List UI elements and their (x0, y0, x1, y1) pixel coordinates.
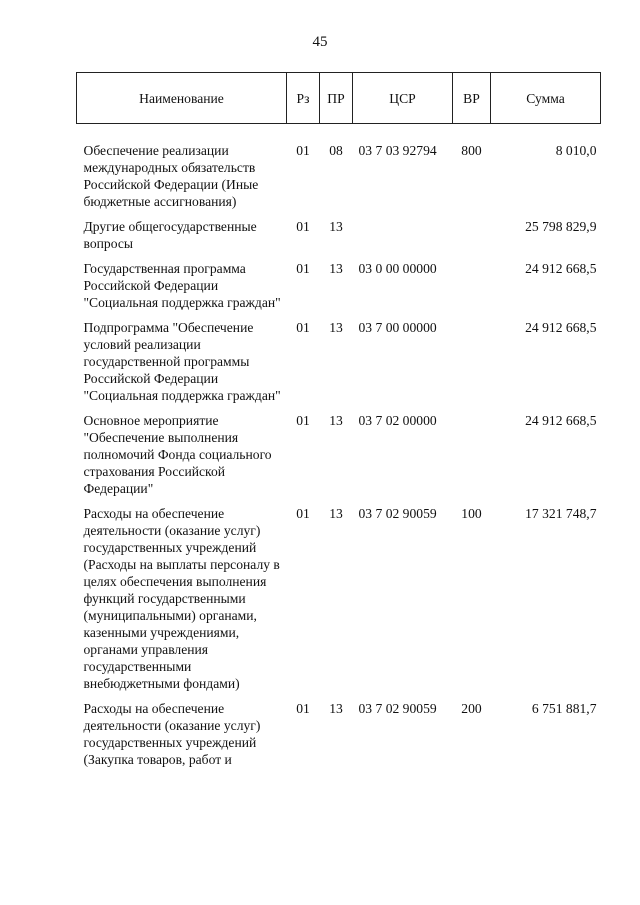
cell-csr: 03 7 03 92794 (358, 143, 437, 158)
cell-rz: 01 (296, 506, 310, 521)
cell-csr: 03 0 00 00000 (358, 261, 437, 276)
table-row (77, 218, 601, 260)
table-row (77, 124, 601, 219)
table-row (77, 412, 601, 505)
cell-rz: 01 (296, 413, 310, 428)
cell-rz: 01 (296, 219, 310, 234)
cell-vr: 200 (461, 701, 482, 716)
header-rz: Рз (287, 73, 320, 124)
table-row (77, 700, 601, 776)
cell-csr: 03 7 02 00000 (358, 413, 437, 428)
cell-sum: 8 010,0 (555, 143, 597, 158)
cell-rz: 01 (296, 261, 310, 276)
cell-vr: 100 (461, 506, 482, 521)
header-vr: ВР (453, 73, 491, 124)
cell-sum: 24 912 668,5 (525, 261, 597, 276)
cell-sum: 17 321 748,7 (525, 506, 597, 521)
cell-name: Основное мероприятие "Обеспечение выполнения полномочий Фонда социального страхования Российской Федерации" (83, 413, 272, 496)
cell-csr: 03 7 02 90059 (358, 701, 437, 716)
header-pr: ПР (320, 73, 353, 124)
cell-name: Расходы на обеспечение деятельности (оказание услуг) государственных учреждений (Закупка товаров, работ и (83, 701, 261, 767)
header-sum: Сумма (491, 73, 601, 124)
cell-name: Другие общегосударственные вопросы (83, 219, 257, 251)
table-row (77, 260, 601, 319)
cell-rz: 01 (296, 143, 310, 158)
budget-table (76, 72, 601, 776)
header-name: Наименование (77, 73, 287, 124)
cell-csr: 03 7 02 90059 (358, 506, 437, 521)
cell-name: Расходы на обеспечение деятельности (оказание услуг) государственных учреждений (Расходы на выплаты персоналу в целях обеспечения выполнения функций государственными (муниципальными) органами, казенными учреждениями, органами управления государственными внебюджетными фондами) (83, 506, 280, 691)
table-header-row (77, 73, 601, 124)
cell-vr (453, 260, 491, 319)
cell-sum: 6 751 881,7 (531, 701, 597, 716)
cell-name: Государственная программа Российской Федерации "Социальная поддержка граждан" (83, 261, 281, 310)
table-row (77, 319, 601, 412)
header-csr: ЦСР (353, 73, 453, 124)
cell-rz: 01 (296, 320, 310, 335)
cell-pr: 13 (329, 261, 343, 276)
cell-pr: 08 (329, 143, 343, 158)
cell-sum: 25 798 829,9 (525, 219, 597, 234)
cell-pr: 13 (329, 320, 343, 335)
cell-pr: 13 (329, 701, 343, 716)
cell-sum: 24 912 668,5 (525, 413, 597, 428)
cell-csr (353, 218, 453, 260)
cell-vr (453, 218, 491, 260)
cell-vr: 800 (461, 143, 482, 158)
cell-pr: 13 (329, 413, 343, 428)
cell-name: Обеспечение реализации международных обязательств Российской Федерации (Иные бюджетные ассигнования) (83, 143, 259, 209)
page-number: 45 (312, 34, 328, 50)
cell-vr (453, 319, 491, 412)
table-row (77, 505, 601, 700)
cell-csr: 03 7 00 00000 (358, 320, 437, 335)
cell-name: Подпрограмма "Обеспечение условий реализации государственной программы Российской Федерации "Социальная поддержка граждан" (83, 320, 281, 403)
cell-rz: 01 (296, 701, 310, 716)
cell-sum: 24 912 668,5 (525, 320, 597, 335)
cell-vr (453, 412, 491, 505)
cell-pr: 13 (329, 506, 343, 521)
cell-pr: 13 (329, 219, 343, 234)
